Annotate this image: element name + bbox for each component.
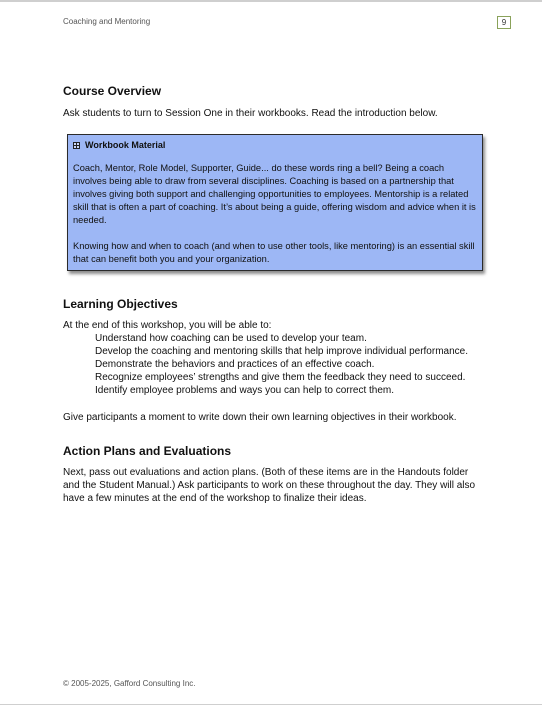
running-header: Coaching and Mentoring: [63, 17, 151, 26]
workbook-material-box: [67, 134, 483, 271]
workbook-paragraph-2: Knowing how and when to coach (and when to use other tools, like mentoring) is an essential skill that can benefit both you and your organization.: [73, 241, 475, 264]
page-top-border: [0, 0, 542, 2]
learning-objectives-intro: At the end of this workshop, you will be able to:: [63, 320, 272, 331]
objective-item: Identify employee problems and ways you can help to correct them.: [95, 385, 395, 396]
grid-icon: [73, 142, 80, 149]
objectives-list: [95, 332, 495, 397]
workbook-title-text: Workbook Material: [85, 140, 166, 150]
action-plans-heading: Action Plans and Evaluations: [63, 444, 232, 458]
page-number-badge: 9: [497, 16, 511, 29]
course-overview-heading: Course Overview: [63, 84, 162, 98]
workbook-paragraph-1: Coach, Mentor, Role Model, Supporter, Guide... do these words ring a bell? Being a coach involves being able to draw from several disciplines. Coaching is based on a partnership that involves giving both support and challenging opportunities to employees. Mentorship is a related skill that is often a part of coaching. It’s about being a guide, offering wisdom and advice when it is needed.: [73, 163, 476, 225]
workbook-title: [73, 140, 476, 150]
objective-item: Understand how coaching can be used to develop your team.: [95, 333, 367, 344]
objective-item: Recognize employees’ strengths and give them the feedback they need to succeed.: [95, 372, 466, 383]
copyright-footer: © 2005-2025, Gafford Consulting Inc.: [63, 679, 196, 688]
objective-item: Demonstrate the behaviors and practices of an effective coach.: [95, 359, 375, 370]
learning-objectives-closing: Give participants a moment to write down their own learning objectives in their workbook.: [63, 412, 457, 423]
action-plans-text: Next, pass out evaluations and action plans. (Both of these items are in the Handouts folder and the Student Manual.) Ask participants to work on these throughout the day. They will also have a few minutes at the end of the workshop to finalize their ideas.: [63, 467, 476, 504]
learning-objectives-heading: Learning Objectives: [63, 297, 178, 311]
course-overview-intro: Ask students to turn to Session One in their workbooks. Read the introduction below.: [63, 108, 438, 119]
objective-item: Develop the coaching and mentoring skills that help improve individual performance.: [95, 346, 468, 357]
